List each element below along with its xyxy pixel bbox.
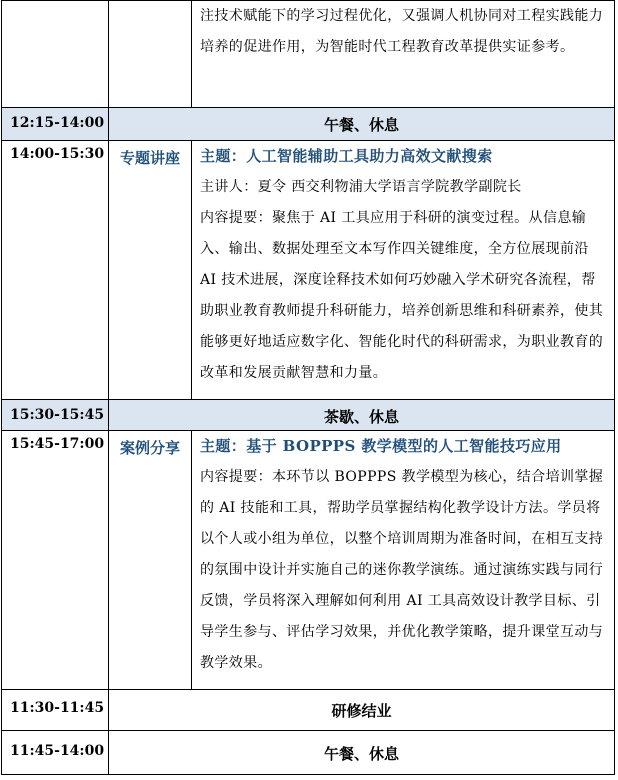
content-cell [192,431,615,690]
session-topic: 主题：人工智能辅助工具助力高效文献搜索 [200,147,493,165]
break-label: 午餐、休息 [109,731,615,775]
time-cell: 14:00-15:30 [2,141,109,400]
session-summary: 内容提要：聚焦于 AI 工具应用于科研的演变过程。从信息输入、输出、数据处理至文本写作四关键维度，全方位展现前沿 AI 技术进展，深度诠释技术如何巧妙融入学术研究各流程，帮助职业教育教师提升科研能力，培养创新思维和科研素养，使其能够更好地适应数字化、智能化时代的科研需求，为职业教育的改革和发展贡献智慧和力量。 [200,210,604,381]
table-row [2,141,615,400]
time-cell: 12:15-14:00 [2,108,109,141]
session-speaker: 主讲人：夏令 西交利物浦大学语言学院教学副院长 [200,179,522,195]
closing-label: 研修结业 [109,690,615,731]
table-row [2,108,615,141]
break-label: 茶歇、休息 [109,400,615,431]
table-row [2,1,615,108]
table-row [2,690,615,731]
break-label: 午餐、休息 [109,108,615,141]
time-cell: 15:30-15:45 [2,400,109,431]
session-summary: 内容提要：本环节以 BOPPPS 教学模型为核心，结合培训掌握的 AI 技能和工具，帮助学员掌握结构化教学设计方法。学员将以个人或小组为单位，以整个培训周期为准备时间，在相互支持的氛围中设计并实施自己的迷你教学演练。通过演练实践与同行反馈，学员将深入理解如何利用 AI 工具高效设计教学目标、引导学生参与、评估学习效果，并优化教学策略，提升课堂互动与教学效果。 [200,469,604,671]
content-cell [192,1,615,108]
session-type: 案例分享 [109,431,192,690]
time-cell [2,1,109,108]
content-cell [192,141,615,400]
type-cell [109,1,192,108]
session-type: 专题讲座 [109,141,192,400]
table-row [2,731,615,775]
time-cell: 15:45-17:00 [2,431,109,690]
time-cell: 11:30-11:45 [2,690,109,731]
table-row [2,431,615,690]
time-cell: 11:45-14:00 [2,731,109,775]
schedule-table [1,0,615,775]
session-topic: 主题：基于 BOPPPS 教学模型的人工智能技巧应用 [200,437,562,455]
table-row [2,400,615,431]
content-text: 注技术赋能下的学习过程优化，又强调人机协同对工程实践能力培养的促进作用，为智能时代工程教育改革提供实证参考。 [200,8,604,55]
